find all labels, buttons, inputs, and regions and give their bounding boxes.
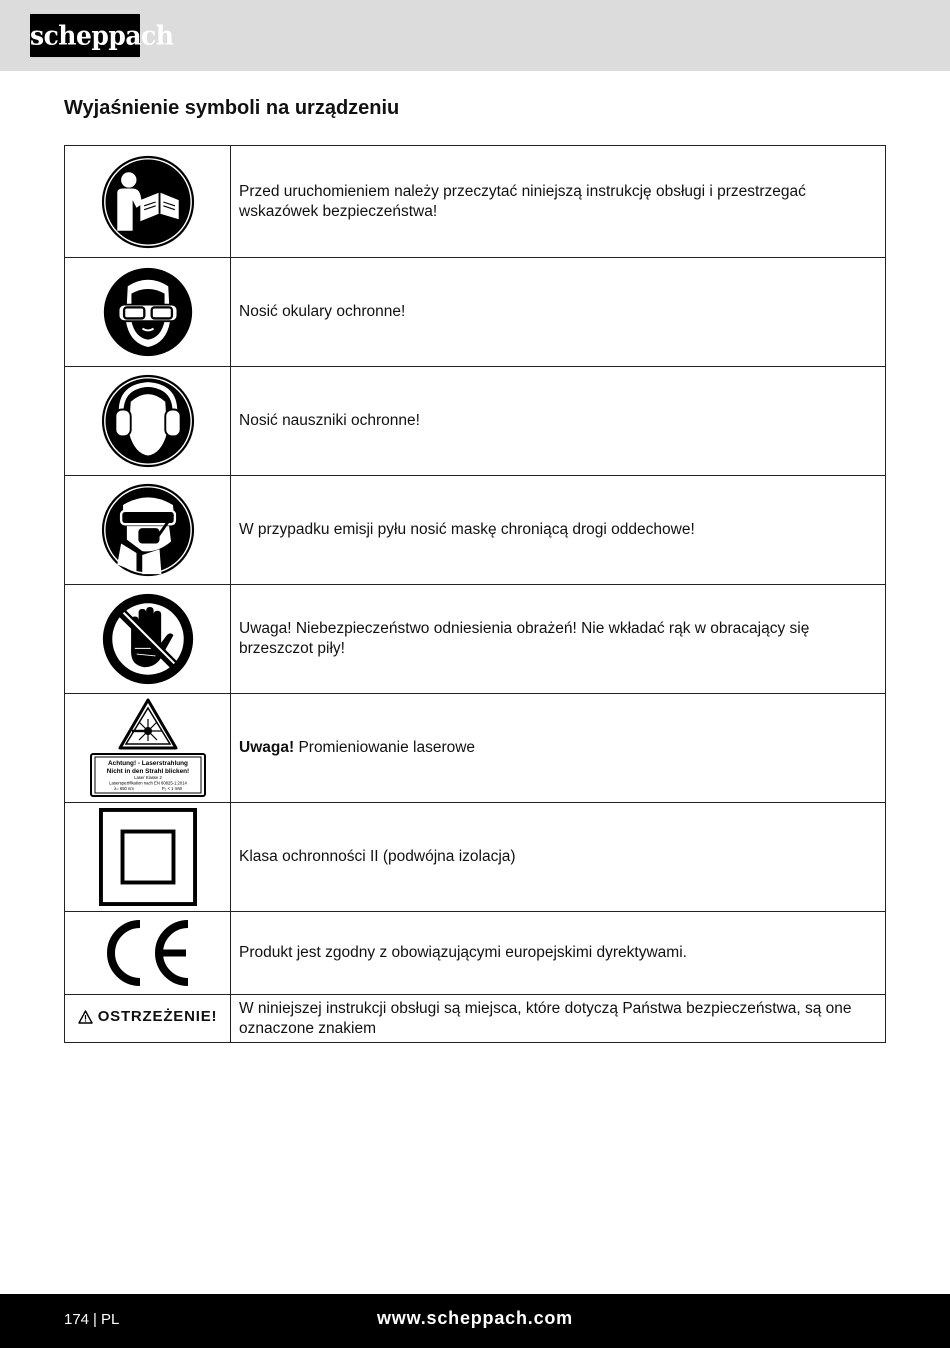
row-description: Przed uruchomieniem należy przeczytać niniejszą instrukcję obsługi i przestrzegać wskazówek bezpieczeństwa! (231, 146, 886, 258)
language-code: PL (100, 1311, 120, 1328)
row-description: Nosić okulary ochronne! (231, 258, 886, 367)
table-row (65, 694, 886, 803)
laser-label-line4: Laserspezifikation nach EN 60825-1:2014 (108, 780, 187, 786)
row-description: W przypadku emisji pyłu nosić maskę chroniącą drogi oddechowe! (231, 476, 886, 585)
row-description: W niniejszej instrukcji obsługi są miejsca, które dotyczą Państwa bezpieczeństwa, są one oznaczone znakiem (231, 995, 886, 1043)
table-row (65, 995, 886, 1043)
table-row (65, 585, 886, 694)
separator: | (93, 1311, 97, 1328)
table-row (65, 912, 886, 995)
laser-label-power: P₀ < 1 mW (161, 786, 182, 791)
row-description: Produkt jest zgodny z obowiązującymi europejskimi dyrektywami. (231, 912, 886, 995)
warning-label (78, 1008, 218, 1025)
table-row (65, 476, 886, 585)
warning-triangle-icon (78, 1010, 93, 1024)
row-description (231, 694, 886, 803)
website-link[interactable]: www.scheppach.com (377, 1308, 573, 1328)
row-description: Nosić nauszniki ochronne! (231, 367, 886, 476)
footer-bar (0, 1294, 950, 1348)
dust-mask-icon (100, 482, 196, 578)
safety-goggles-icon (102, 266, 194, 358)
row-description: Klasa ochronności II (podwójna izolacja) (231, 803, 886, 912)
row-description: Uwaga! Niebezpieczeństwo odniesienia obrażeń! Nie wkładać rąk w obracający się brzeszczot piły! (231, 585, 886, 694)
table-row (65, 803, 886, 912)
laser-label-line2: Nicht in den Strahl blicken! (106, 768, 189, 775)
attention-bold: Uwaga! (239, 739, 295, 756)
warning-text: OSTRZEŻENIE! (97, 1008, 218, 1026)
ce-mark-icon (102, 920, 194, 986)
table-row (65, 367, 886, 476)
protection-class-ii-icon (99, 808, 197, 906)
laser-label-line1: Achtung! - Laserstrahlung (107, 760, 188, 767)
laser-warning-icon (88, 698, 208, 798)
ear-protection-icon (100, 373, 196, 469)
no-hands-icon (101, 592, 195, 686)
page-number-value: 174 (64, 1311, 90, 1328)
symbols-table (64, 145, 886, 1043)
laser-description: Promieniowanie laserowe (298, 739, 476, 756)
read-manual-icon (100, 154, 196, 250)
header-bar (0, 0, 950, 71)
table-row (65, 258, 886, 367)
table-row (65, 146, 886, 258)
page-title: Wyjaśnienie symboli na urządzeniu (64, 97, 400, 119)
scheppach-logo: scheppach (30, 14, 140, 57)
laser-label-wavelength: λ= 650 nm (113, 786, 134, 791)
laser-label-line3: Laser Klasse 2 (133, 775, 162, 780)
